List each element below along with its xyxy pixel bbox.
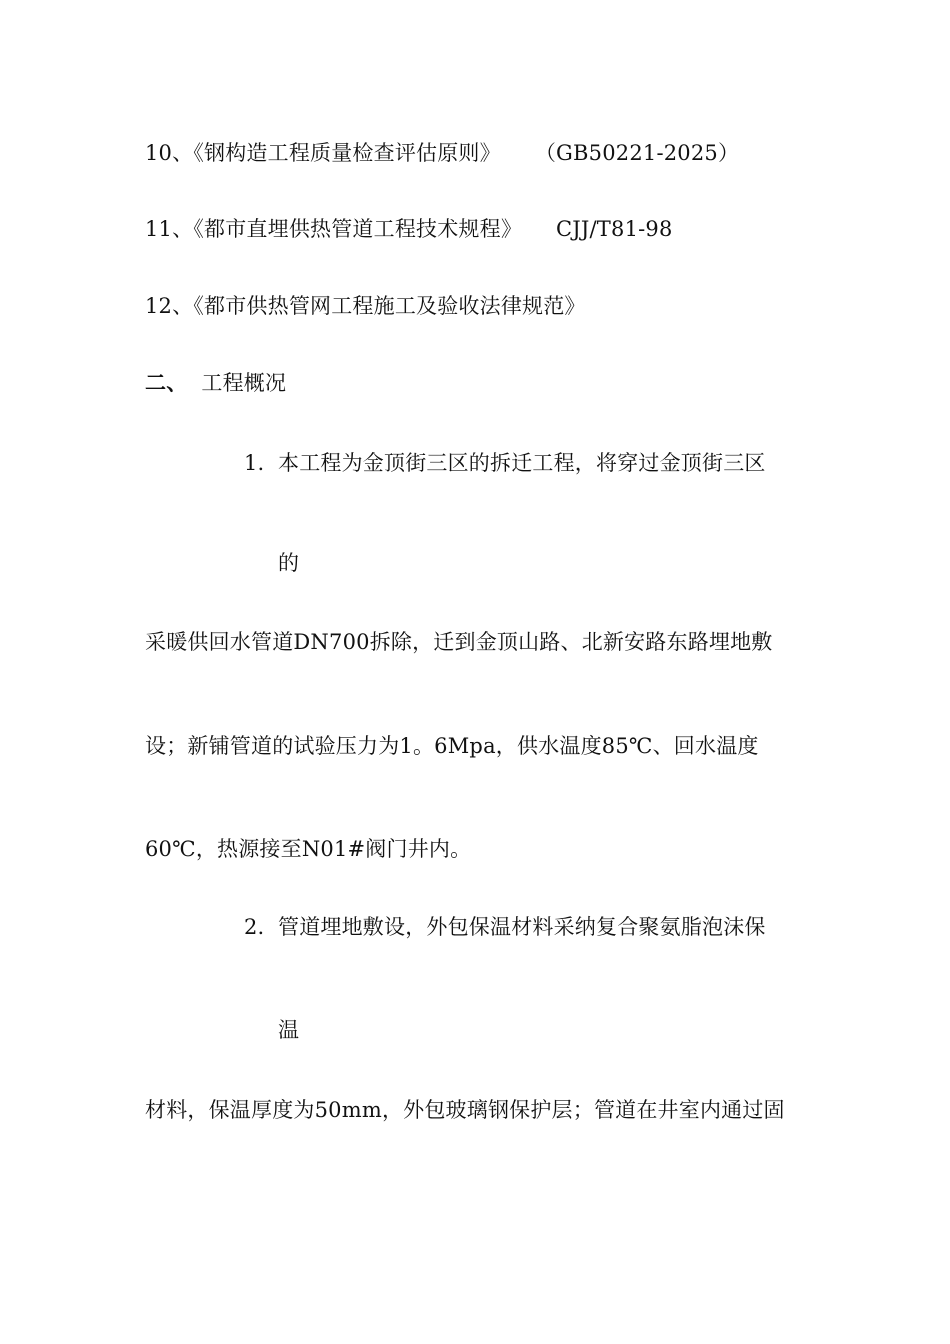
paragraph-line: 材料，保温厚度为50mm，外包玻璃钢保护层；管道在井室内通过固 <box>145 1098 785 1122</box>
reference-title: 《都市直埋供热管道工程技术规程》 <box>193 217 523 241</box>
reference-number: 12、 <box>145 294 194 318</box>
section-number: 二、 <box>145 370 188 395</box>
reference-title: 《都市供热管网工程施工及验收法律规范》 <box>193 294 586 318</box>
section-heading <box>145 370 286 396</box>
reference-code: （GB50221-2025） <box>534 141 740 165</box>
list-item-first-line: 本工程为金顶街三区的拆迁工程，将穿过金顶街三区 <box>278 451 766 475</box>
list-item-continuation: 温 <box>278 1018 300 1042</box>
reference-number: 11、 <box>145 217 194 241</box>
list-item-continuation: 的 <box>278 551 300 575</box>
list-item-number: 1. <box>244 451 265 475</box>
reference-item <box>145 216 673 242</box>
paragraph-line: 设；新铺管道的试验压力为1。6Mpa，供水温度85℃、回水温度 <box>145 734 759 758</box>
paragraph-line: 采暖供回水管道DN700拆除，迁到金顶山路、北新安路东路埋地敷 <box>145 630 773 654</box>
section-title: 工程概况 <box>201 371 287 395</box>
reference-code: CJJ/T81-98 <box>556 217 673 241</box>
list-item-number: 2. <box>244 915 265 939</box>
reference-item <box>145 293 586 319</box>
list-item-first-line: 管道埋地敷设，外包保温材料采纳复合聚氨脂泡沫保 <box>278 915 766 939</box>
paragraph-line: 60℃，热源接至N01#阀门井内。 <box>145 837 472 861</box>
reference-number: 10、 <box>145 141 194 165</box>
reference-title: 《钢构造工程质量检查评估原则》 <box>193 141 501 165</box>
reference-item <box>145 140 739 166</box>
